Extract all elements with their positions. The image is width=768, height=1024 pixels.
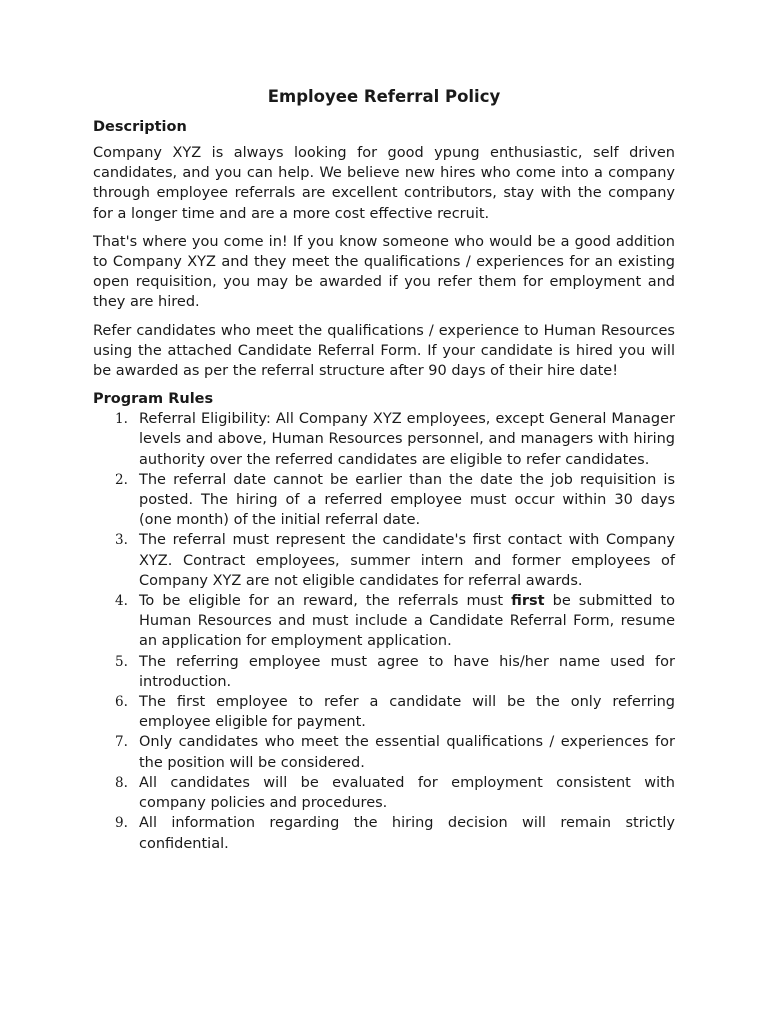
description-paragraph-3: Refer candidates who meet the qualifications / experience to Human Resources using the attached Candidate Referral Form. If your candidate is hired you will be awarded as per the referral structure after 90 days of their hire date!: [93, 322, 675, 380]
rule-text-before: To be eligible for an reward, the referrals must: [139, 593, 512, 610]
rule-text: Only candidates who meet the essential qualifications / experiences for the position will be considered.: [139, 734, 675, 771]
rule-number: 1.: [115, 411, 128, 428]
rule-number: 7.: [115, 734, 128, 751]
rule-text-after: be submitted to Human Resources and must include a Candidate Referral Form, resume an application for employment application.: [139, 593, 676, 650]
rule-text: All candidates will be evaluated for employment consistent with company policies and procedures.: [139, 774, 675, 812]
rule-text: The referral must represent the candidate's first contact with Company XYZ. Contract employees, summer intern and former employees of Company XYZ are not eligible candidates for referral awards.: [139, 532, 675, 589]
rule-number: 9.: [115, 815, 128, 832]
rule-number: 8.: [115, 774, 128, 791]
description-paragraph-1: Company XYZ is always looking for good ypung enthusiastic, self driven candidates, and you can help. We believe new hires who come into a company through employee referrals are excellent contributors, stay with the company for a longer time and are a more cost effective recruit.: [93, 145, 675, 222]
rule-number: 4.: [115, 593, 128, 610]
program-rules-list: [93, 409, 675, 853]
rule-number: 5.: [115, 653, 128, 670]
rule-item: [93, 732, 675, 772]
rule-item: [93, 470, 675, 531]
rule-item: [93, 692, 675, 732]
document-title: Employee Referral Policy: [267, 87, 501, 106]
rule-item: [93, 530, 675, 591]
rule-number: 2.: [115, 471, 128, 488]
rule-number: 6.: [115, 694, 128, 711]
rule-number: 3.: [115, 532, 128, 549]
rule-item: [93, 773, 675, 813]
description-paragraph-2: That's where you come in! If you know someone who would be a good addition to Company XYZ and they meet the qualifications / experiences for an existing open requisition, you may be awarded if you refer them for employment and they are hired.: [93, 233, 675, 311]
rule-text-emphasis: first: [511, 593, 545, 610]
rule-text: Referral Eligibility: All Company XYZ employees, except General Manager levels and above, Human Resources personnel, and managers with hiring authority over the referred candidates are eligible to refer candidates.: [139, 411, 675, 468]
rule-item: [93, 813, 675, 853]
description-heading: Description: [93, 119, 187, 135]
program-rules-heading: Program Rules: [93, 391, 214, 408]
rule-text: All information regarding the hiring decision will remain strictly confidential.: [139, 815, 675, 852]
rule-text: The referring employee must agree to have his/her name used for introduction.: [139, 653, 675, 690]
document-page: [93, 86, 675, 854]
rule-item: [93, 409, 675, 470]
rule-text: The first employee to refer a candidate will be the only referring employee eligible for payment.: [139, 694, 675, 731]
rule-item: [93, 591, 675, 652]
rule-item: [93, 652, 675, 692]
rule-text: The referral date cannot be earlier than the date the job requisition is posted. The hiring of a referred employee must occur within 30 days (one month) of the initial referral date.: [139, 471, 675, 529]
